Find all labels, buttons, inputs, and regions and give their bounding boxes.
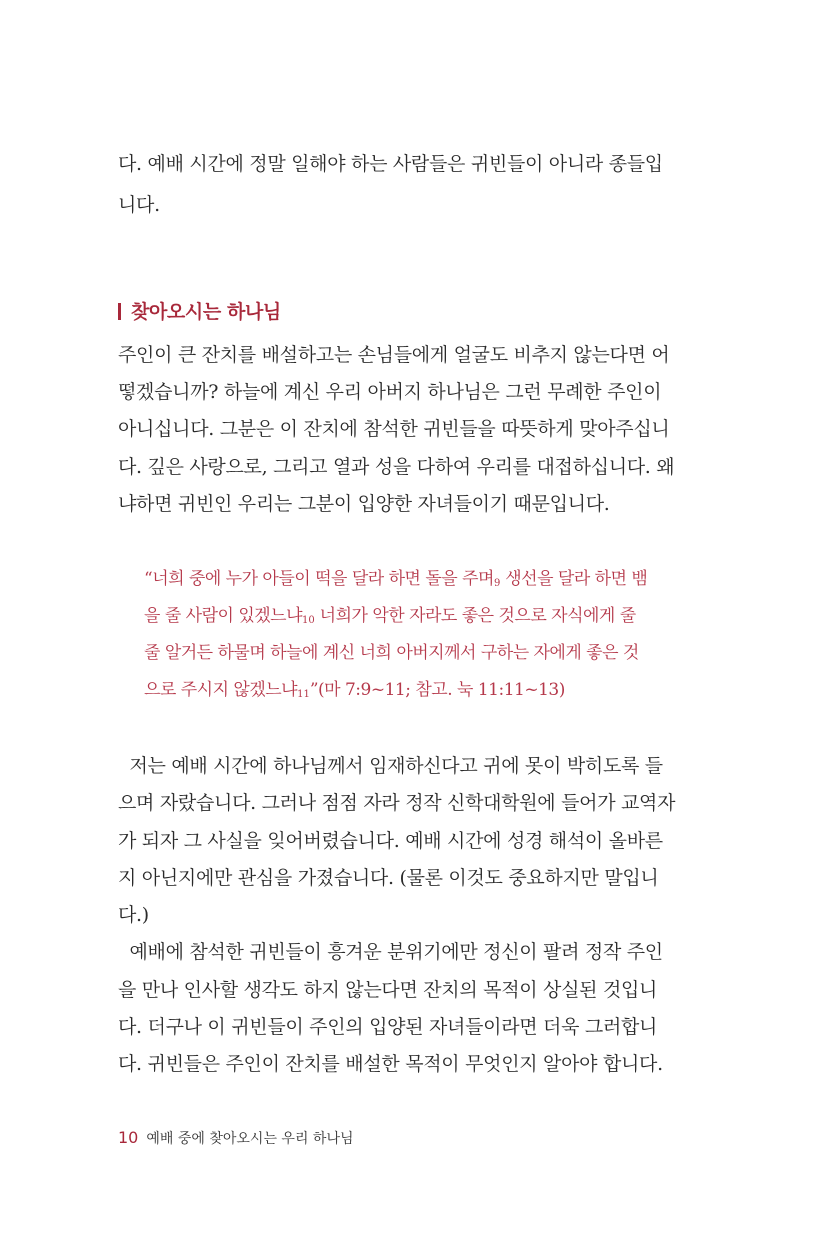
scripture-quote-line: 줄 알거든 하물며 하늘에 계신 너희 아버지께서 구하는 자에게 좋은 것 <box>144 643 639 663</box>
scripture-reference: ”(마 7:9~11; 참고. 눅 11:11~13) <box>309 680 565 700</box>
quote-text: 으로 주시지 않겠느냐 <box>144 680 298 700</box>
text-line: 떻겠습니까? 하늘에 계신 우리 아버지 하나님은 그런 무례한 주인이 <box>118 381 662 403</box>
scripture-quote-line <box>144 568 684 595</box>
text-line: 저는 예배 시간에 하나님께서 임재하신다고 귀에 못이 박히도록 들 <box>118 755 663 777</box>
text-line: 다. 깊은 사랑으로, 그리고 열과 성을 다하여 우리를 대접하십니다. 왜 <box>118 456 675 478</box>
quote-text: 너희가 악한 자라도 좋은 것으로 자식에게 줄 <box>314 606 636 626</box>
page-footer <box>118 1128 354 1149</box>
text-line: 다.) <box>118 904 149 926</box>
section-heading <box>118 300 281 324</box>
text-line: 냐하면 귀빈인 우리는 그분이 입양한 자녀들이기 때문입니다. <box>118 493 610 515</box>
text-line: 예배에 참석한 귀빈들이 흥겨운 분위기에만 정신이 팔려 정작 주인 <box>118 941 663 963</box>
verse-number: 11 <box>297 689 310 700</box>
page-number: 10 <box>118 1128 139 1147</box>
text-line: 다. 더구나 이 귀빈들이 주인의 입양된 자녀들이라면 더욱 그러합니 <box>118 1016 658 1038</box>
text-line: 가 되자 그 사실을 잊어버렸습니다. 예배 시간에 성경 해석이 올바른 <box>118 830 663 852</box>
text-line: 아니십니다. 그분은 이 잔치에 참석한 귀빈들을 따뜻하게 맞아주십니 <box>118 418 670 440</box>
running-title: 예배 중에 찾아오시는 우리 하나님 <box>146 1131 354 1147</box>
quote-text: 을 줄 사람이 있겠느냐 <box>144 606 303 626</box>
quote-text: “너희 중에 누가 아들이 떡을 달라 하면 돌을 주며 <box>144 569 494 589</box>
text-line: 니다. <box>118 194 160 216</box>
scripture-quote-line <box>144 679 684 706</box>
text-line: 지 아닌지에만 관심을 가졌습니다. (물론 이것도 중요하지만 말입니 <box>118 867 659 889</box>
heading-bar <box>118 303 121 320</box>
scripture-quote-line <box>144 605 684 632</box>
text-line: 을 만나 인사할 생각도 하지 않는다면 잔치의 목적이 상실된 것입니 <box>118 979 658 1001</box>
section-heading-text: 찾아오시는 하나님 <box>131 301 281 323</box>
quote-text: 생선을 달라 하면 뱀 <box>500 569 648 589</box>
verse-number: 9 <box>493 578 501 589</box>
verse-number: 10 <box>302 615 315 626</box>
text-line: 주인이 큰 잔치를 배설하고는 손님들에게 얼굴도 비추지 않는다면 어 <box>118 344 670 366</box>
text-line: 으며 자랐습니다. 그러나 점점 자라 정작 신학대학원에 들어가 교역자 <box>118 792 676 814</box>
text-line: 다. 귀빈들은 주인이 잔치를 배설한 목적이 무엇인지 알아야 합니다. <box>118 1053 663 1075</box>
text-line: 다. 예배 시간에 정말 일해야 하는 사람들은 귀빈들이 아니라 종들입 <box>118 153 663 175</box>
